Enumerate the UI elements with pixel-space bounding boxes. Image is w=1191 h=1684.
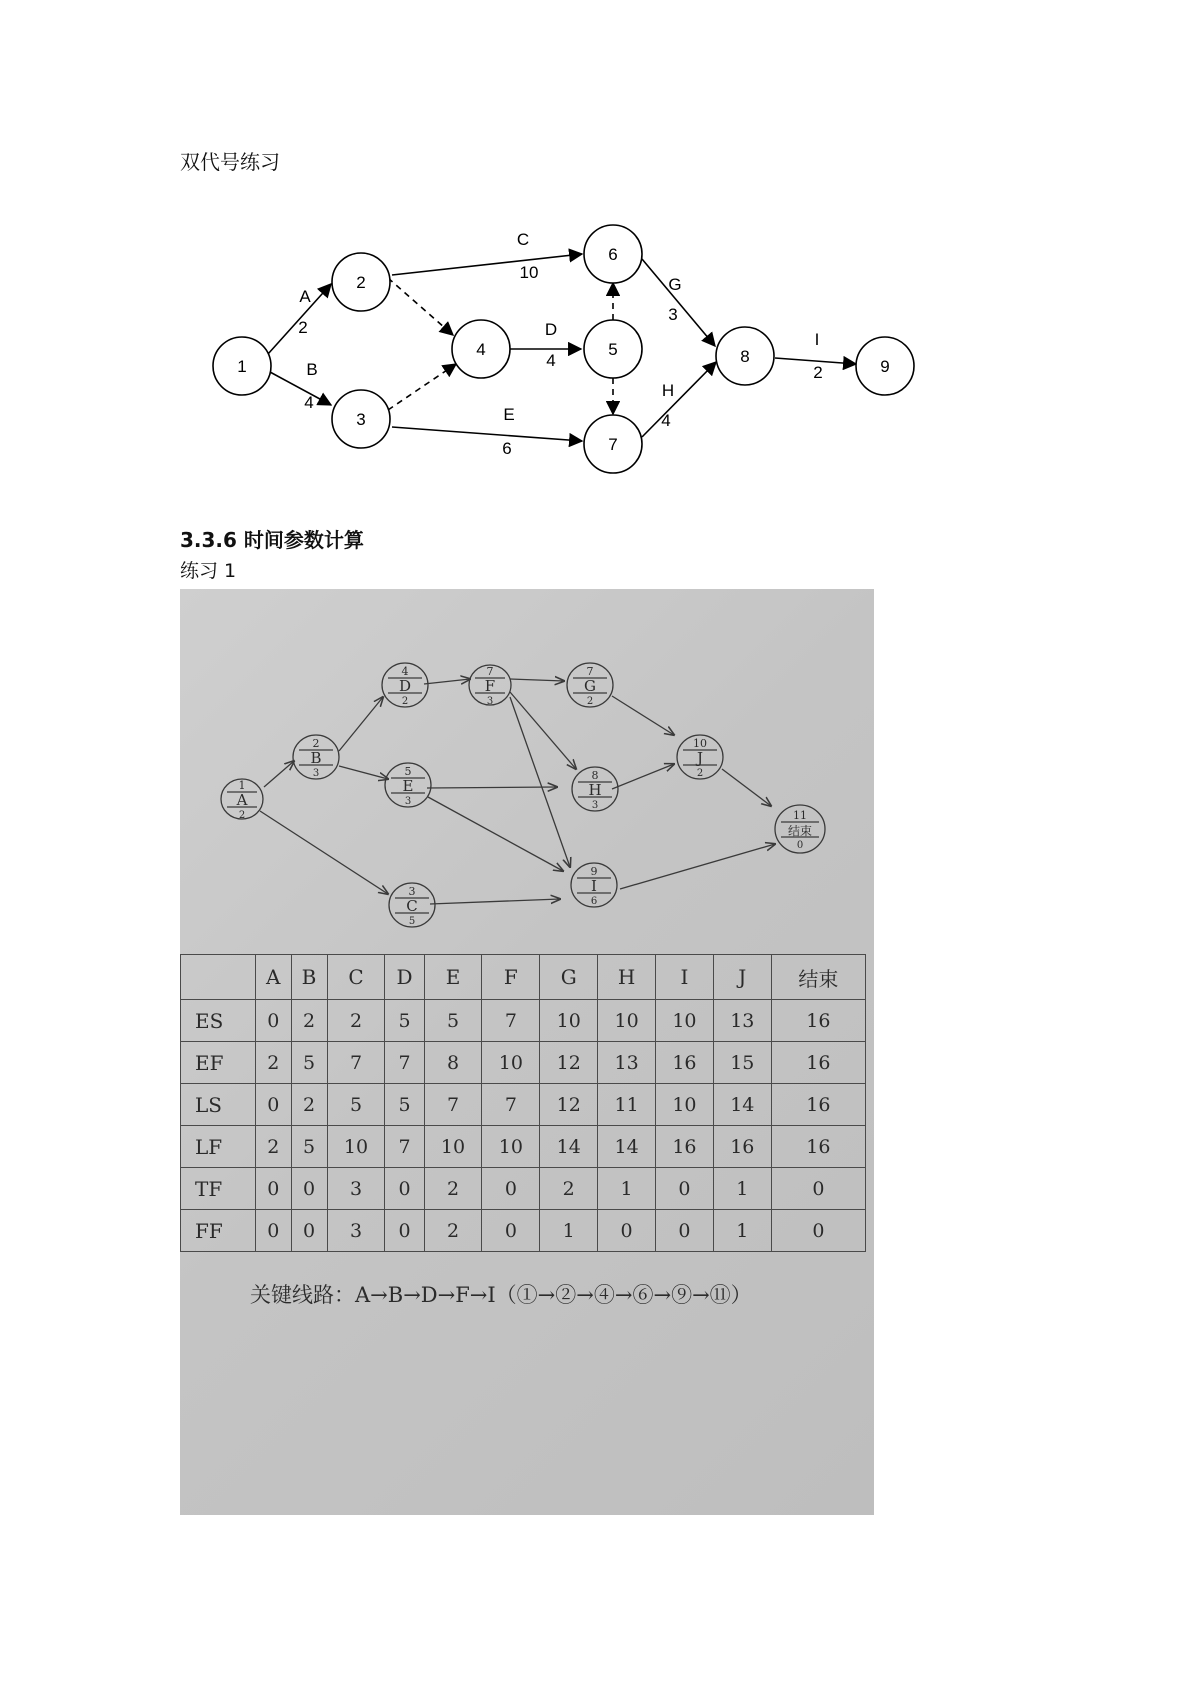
row-label: LS xyxy=(181,1084,256,1126)
table-row-es xyxy=(181,1000,866,1042)
node-3-label: 3 xyxy=(356,410,366,429)
node-4-label: 4 xyxy=(476,340,486,359)
table-cell: 0 xyxy=(771,1168,865,1210)
table-cell: 10 xyxy=(482,1042,540,1084)
table-cell: 5 xyxy=(291,1126,327,1168)
photo-node-g-top: 7 xyxy=(586,665,594,678)
table-cell: 10 xyxy=(424,1126,482,1168)
table-cell: 14 xyxy=(540,1126,598,1168)
photo-node-h-top: 8 xyxy=(591,769,599,782)
activity-C-label: C xyxy=(516,230,530,249)
photo-node-f-bottom: 3 xyxy=(486,696,494,707)
node-9-label: 9 xyxy=(880,357,890,376)
photo-node-f-name: F xyxy=(484,677,496,695)
table-cell: 0 xyxy=(482,1210,540,1252)
photo-node-i-top: 9 xyxy=(590,865,598,878)
activity-G-duration: 3 xyxy=(668,305,678,324)
photo-node-i-name: I xyxy=(591,877,597,895)
network-diagram xyxy=(0,0,1191,500)
arrow-g xyxy=(642,259,715,346)
activity-B-duration: 4 xyxy=(304,393,314,412)
table-cell: 5 xyxy=(424,1000,482,1042)
photo-node-e-bottom: 3 xyxy=(404,796,412,807)
table-cell: 1 xyxy=(598,1168,656,1210)
table-cell: 7 xyxy=(385,1126,424,1168)
table-cell: 16 xyxy=(771,1042,865,1084)
photo-node-h-name: H xyxy=(588,781,602,799)
table-cell: 2 xyxy=(540,1168,598,1210)
row-label: LF xyxy=(181,1126,256,1168)
table-cell: 5 xyxy=(291,1042,327,1084)
photo-node-d-bottom: 2 xyxy=(401,696,409,707)
table-header-g: G xyxy=(540,955,598,1000)
photo-node-d-name: D xyxy=(398,677,412,695)
activity-D-duration: 4 xyxy=(546,351,556,370)
table-cell: 2 xyxy=(291,1000,327,1042)
photo-node-a-top: 1 xyxy=(238,779,246,792)
table-cell: 5 xyxy=(385,1000,424,1042)
row-label: FF xyxy=(181,1210,256,1252)
table-header-a: A xyxy=(256,955,292,1000)
node-8-label: 8 xyxy=(740,347,750,366)
table-cell: 2 xyxy=(256,1042,292,1084)
table-cell: 7 xyxy=(385,1042,424,1084)
section-title: 3.3.6 时间参数计算 xyxy=(180,528,364,552)
table-cell: 2 xyxy=(327,1000,385,1042)
table-header-b: B xyxy=(291,955,327,1000)
photo-node-j-bottom: 2 xyxy=(696,768,704,779)
photo-node-f-top: 7 xyxy=(486,665,494,678)
row-label: ES xyxy=(181,1000,256,1042)
table-cell: 0 xyxy=(771,1210,865,1252)
photo-node-c-name: C xyxy=(406,897,418,915)
photo-node-j-top: 10 xyxy=(693,737,707,750)
table-header-f: F xyxy=(482,955,540,1000)
table-cell: 0 xyxy=(656,1168,714,1210)
table-cell: 0 xyxy=(256,1000,292,1042)
table-cell: 7 xyxy=(482,1084,540,1126)
dummy-2-4 xyxy=(388,278,453,335)
activity-B-label: B xyxy=(306,360,318,379)
photo-node-a-name: A xyxy=(236,791,248,809)
activity-H-label: H xyxy=(661,381,675,400)
table-cell: 10 xyxy=(656,1084,714,1126)
photo-node-end-name: 结束 xyxy=(787,824,813,838)
table-cell: 15 xyxy=(713,1042,771,1084)
activity-I-label: I xyxy=(814,330,820,349)
photo-node-d-top: 4 xyxy=(401,665,409,678)
table-header-end: 结束 xyxy=(771,955,865,1000)
node-6-label: 6 xyxy=(608,245,618,264)
activity-A-label: A xyxy=(299,287,311,306)
photo-node-j-name: J xyxy=(696,749,704,767)
table-cell: 2 xyxy=(291,1084,327,1126)
table-cell: 0 xyxy=(256,1084,292,1126)
table-header-j: J xyxy=(713,955,771,1000)
table-cell: 1 xyxy=(540,1210,598,1252)
time-parameter-table xyxy=(180,954,866,1252)
node-7-label: 7 xyxy=(608,435,618,454)
table-cell: 13 xyxy=(713,1000,771,1042)
activity-G-label: G xyxy=(668,275,682,294)
table-cell: 10 xyxy=(327,1126,385,1168)
table-cell: 11 xyxy=(598,1084,656,1126)
table-header-c: C xyxy=(327,955,385,1000)
row-label: EF xyxy=(181,1042,256,1084)
dummy-3-4 xyxy=(388,364,456,410)
table-cell: 0 xyxy=(385,1210,424,1252)
table-cell: 2 xyxy=(256,1126,292,1168)
arrow-c xyxy=(392,254,582,275)
table-row-ls xyxy=(181,1084,866,1126)
table-cell: 16 xyxy=(771,1084,865,1126)
table-cell: 12 xyxy=(540,1084,598,1126)
exercise-label: 练习 1 xyxy=(180,560,237,582)
table-cell: 10 xyxy=(540,1000,598,1042)
table-cell: 7 xyxy=(424,1084,482,1126)
table-cell: 5 xyxy=(327,1084,385,1126)
photo-node-end-top: 11 xyxy=(793,809,807,822)
table-cell: 0 xyxy=(256,1210,292,1252)
table-cell: 2 xyxy=(424,1168,482,1210)
table-cell: 0 xyxy=(385,1168,424,1210)
activity-D-label: D xyxy=(544,320,558,339)
table-cell: 0 xyxy=(256,1168,292,1210)
table-cell: 14 xyxy=(713,1084,771,1126)
table-cell: 16 xyxy=(771,1000,865,1042)
node-1-label: 1 xyxy=(237,357,247,376)
table-cell: 16 xyxy=(656,1126,714,1168)
table-header-d: D xyxy=(385,955,424,1000)
handwritten-network xyxy=(180,589,874,949)
photo-node-g-name: G xyxy=(584,677,596,695)
arrow-h xyxy=(642,362,716,437)
photo-node-i-bottom: 6 xyxy=(590,896,598,907)
table-cell: 10 xyxy=(656,1000,714,1042)
row-label: TF xyxy=(181,1168,256,1210)
table-cell: 13 xyxy=(598,1042,656,1084)
table-cell: 0 xyxy=(291,1168,327,1210)
critical-path-note: 关键线路：A→B→D→F→I（①→②→④→⑥→⑨→⑪） xyxy=(250,1283,752,1307)
table-corner xyxy=(181,955,256,1000)
table-cell: 10 xyxy=(598,1000,656,1042)
table-cell: 0 xyxy=(598,1210,656,1252)
table-cell: 2 xyxy=(424,1210,482,1252)
table-header-e: E xyxy=(424,955,482,1000)
photo-node-a-bottom: 2 xyxy=(238,810,246,821)
table-cell: 1 xyxy=(713,1168,771,1210)
photo-node-e-name: E xyxy=(402,777,414,795)
table-cell: 7 xyxy=(482,1000,540,1042)
arrow-e xyxy=(392,427,582,441)
table-row-lf xyxy=(181,1126,866,1168)
table-header-i: I xyxy=(656,955,714,1000)
table-row-ef xyxy=(181,1042,866,1084)
table-cell: 10 xyxy=(482,1126,540,1168)
node-2-label: 2 xyxy=(356,273,366,292)
activity-I-duration: 2 xyxy=(813,363,823,382)
table-cell: 0 xyxy=(656,1210,714,1252)
node-5-label: 5 xyxy=(608,340,618,359)
photo-node-b-bottom: 3 xyxy=(312,768,320,779)
table-row-ff xyxy=(181,1210,866,1252)
table-cell: 7 xyxy=(327,1042,385,1084)
activity-H-duration: 4 xyxy=(661,411,671,430)
photo-node-b-name: B xyxy=(310,749,322,767)
table-cell: 16 xyxy=(713,1126,771,1168)
table-header-h: H xyxy=(598,955,656,1000)
photo-node-end-bottom: 0 xyxy=(796,840,804,851)
table-cell: 3 xyxy=(327,1168,385,1210)
table-cell: 1 xyxy=(713,1210,771,1252)
photo-node-c-bottom: 5 xyxy=(408,916,416,927)
table-cell: 16 xyxy=(771,1126,865,1168)
activity-A-duration: 2 xyxy=(298,318,308,337)
activity-E-label: E xyxy=(503,405,515,424)
page-heading: 双代号练习 xyxy=(180,150,280,174)
photo-node-e-top: 5 xyxy=(404,765,412,778)
activity-E-duration: 6 xyxy=(502,439,512,458)
table-cell: 12 xyxy=(540,1042,598,1084)
activity-C-duration: 10 xyxy=(519,263,539,282)
arrow-b xyxy=(270,372,331,405)
table-cell: 8 xyxy=(424,1042,482,1084)
table-row-tf xyxy=(181,1168,866,1210)
photo-node-b-top: 2 xyxy=(312,737,320,750)
table-cell: 5 xyxy=(385,1084,424,1126)
table-cell: 14 xyxy=(598,1126,656,1168)
table-cell: 3 xyxy=(327,1210,385,1252)
photo-node-c-top: 3 xyxy=(408,885,416,898)
photo-node-g-bottom: 2 xyxy=(586,696,594,707)
table-cell: 0 xyxy=(482,1168,540,1210)
handwritten-photo xyxy=(180,589,874,1515)
photo-node-h-bottom: 3 xyxy=(591,800,599,811)
table-cell: 16 xyxy=(656,1042,714,1084)
table-cell: 0 xyxy=(291,1210,327,1252)
